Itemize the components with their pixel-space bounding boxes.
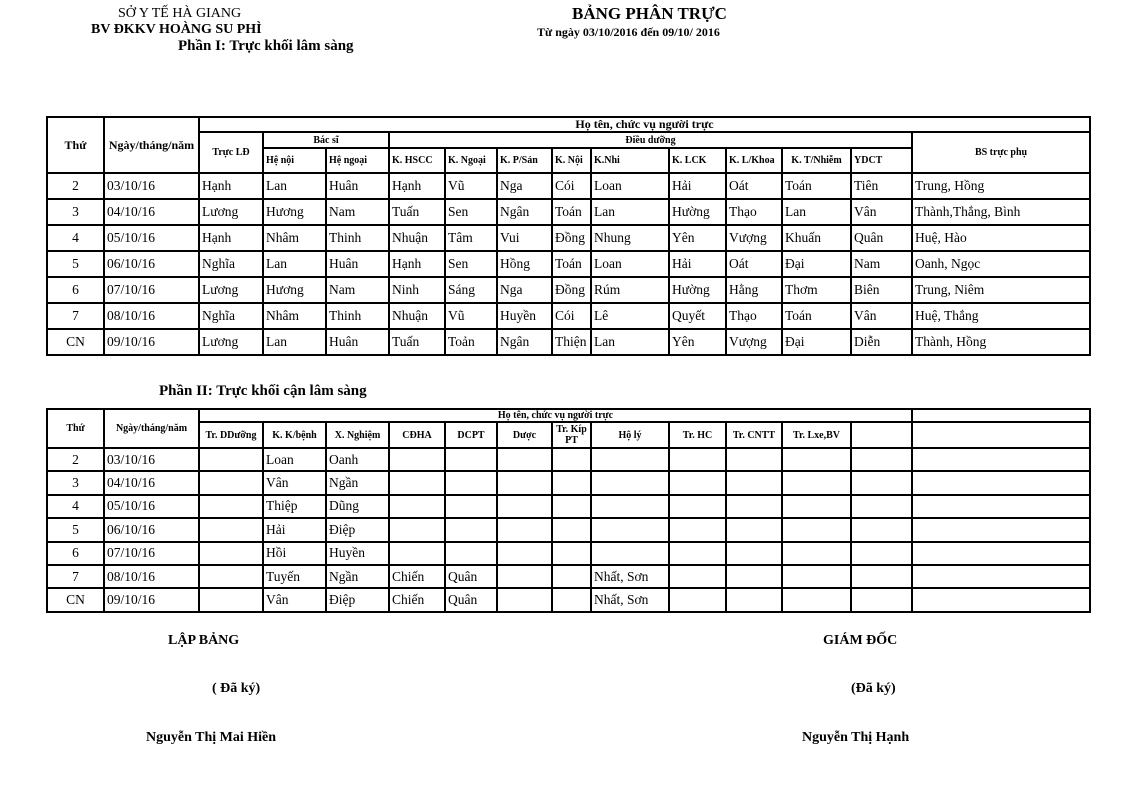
header-date: Ngày/tháng/năm	[104, 117, 199, 173]
duty-cell	[851, 495, 912, 518]
duty-cell: Yên	[669, 225, 726, 251]
duty-cell: Huệ, Thắng	[912, 303, 1090, 329]
director-name: Nguyễn Thị Hạnh	[802, 730, 910, 745]
hospital-name: BV ĐKKV HOÀNG SU PHÌ	[91, 22, 262, 37]
duty-cell	[912, 495, 1090, 518]
date-cell: 03/10/16	[104, 173, 199, 199]
duty-cell	[726, 518, 782, 541]
duty-cell: Thiệp	[263, 495, 326, 518]
header-group: Họ tên, chức vụ người trực	[199, 409, 912, 422]
header-col	[851, 422, 912, 448]
duty-cell: Nam	[851, 251, 912, 277]
duty-cell	[912, 565, 1090, 588]
duty-cell	[782, 495, 851, 518]
duty-cell	[199, 448, 263, 471]
table-row	[47, 542, 1090, 565]
duty-cell	[497, 518, 552, 541]
header-col: K.Nhi	[591, 148, 669, 173]
duty-cell	[445, 518, 497, 541]
duty-cell: Tuyến	[263, 565, 326, 588]
duty-cell	[445, 542, 497, 565]
duty-cell: Ninh	[389, 277, 445, 303]
date-cell: 04/10/16	[104, 471, 199, 494]
duty-cell: Chiến	[389, 588, 445, 611]
header-col: K. LCK	[669, 148, 726, 173]
duty-cell	[591, 448, 669, 471]
duty-cell: Vượng	[726, 225, 782, 251]
duty-cell	[782, 588, 851, 611]
duty-cell: Thinh	[326, 303, 389, 329]
duty-cell: Vũ	[445, 173, 497, 199]
duty-cell: Loan	[591, 251, 669, 277]
header-col: Tr. HC	[669, 422, 726, 448]
duty-cell: Lương	[199, 199, 263, 225]
duty-cell	[552, 542, 591, 565]
date-cell: 06/10/16	[104, 251, 199, 277]
duty-cell: Nghĩa	[199, 251, 263, 277]
duty-cell: Ngân	[497, 329, 552, 355]
day-cell: CN	[47, 329, 104, 355]
director-role: GIÁM ĐỐC	[823, 633, 898, 648]
duty-cell: Oát	[726, 251, 782, 277]
duty-cell: Vân	[263, 471, 326, 494]
duty-cell: Thành, Hồng	[912, 329, 1090, 355]
duty-cell	[726, 588, 782, 611]
header-day: Thứ	[47, 117, 104, 173]
duty-cell	[782, 542, 851, 565]
date-cell: 09/10/16	[104, 329, 199, 355]
duty-cell	[591, 471, 669, 494]
header-col: Hệ nội	[263, 148, 326, 173]
duty-cell: Hạnh	[199, 173, 263, 199]
day-cell: CN	[47, 588, 104, 611]
duty-cell: Sen	[445, 251, 497, 277]
day-cell: 4	[47, 495, 104, 518]
duty-cell: Quân	[445, 565, 497, 588]
part2-table	[46, 408, 1091, 613]
duty-cell: Hạnh	[199, 225, 263, 251]
duty-cell	[669, 471, 726, 494]
duty-cell: Nam	[326, 277, 389, 303]
duty-cell: Trung, Niêm	[912, 277, 1090, 303]
duty-cell: Hải	[263, 518, 326, 541]
preparer-signed: ( Đã ký)	[212, 681, 261, 696]
duty-cell: Trung, Hồng	[912, 173, 1090, 199]
date-cell: 05/10/16	[104, 495, 199, 518]
duty-cell: Nhất, Sơn	[591, 565, 669, 588]
duty-cell: Thơm	[782, 277, 851, 303]
day-cell: 5	[47, 251, 104, 277]
header-group: Họ tên, chức vụ người trực	[199, 117, 1090, 132]
duty-cell: Đồng	[552, 277, 591, 303]
duty-cell	[389, 542, 445, 565]
table-row	[47, 225, 1090, 251]
header-date: Ngày/tháng/năm	[104, 409, 199, 448]
duty-cell	[669, 518, 726, 541]
duty-cell: Nghĩa	[199, 303, 263, 329]
duty-cell: Cói	[552, 303, 591, 329]
duty-cell: Dũng	[326, 495, 389, 518]
header-col: K. T/Nhiễm	[782, 148, 851, 173]
header-col: Tr. Kíp PT	[552, 422, 591, 448]
duty-cell: Lương	[199, 277, 263, 303]
header-col: DCPT	[445, 422, 497, 448]
duty-cell	[199, 518, 263, 541]
header-col: K. K/bệnh	[263, 422, 326, 448]
duty-cell: Vân	[851, 199, 912, 225]
duty-cell: Yên	[669, 329, 726, 355]
duty-cell: Vượng	[726, 329, 782, 355]
duty-cell: Thinh	[326, 225, 389, 251]
header-col: Tr. DDưỡng	[199, 422, 263, 448]
date-cell: 06/10/16	[104, 518, 199, 541]
day-cell: 3	[47, 471, 104, 494]
duty-cell	[389, 518, 445, 541]
duty-cell: Thạo	[726, 303, 782, 329]
header-col	[912, 422, 1090, 448]
duty-cell: Nhuận	[389, 225, 445, 251]
duty-cell	[497, 495, 552, 518]
duty-cell	[782, 471, 851, 494]
duty-cell: Oanh, Ngọc	[912, 251, 1090, 277]
duty-cell: Đại	[782, 329, 851, 355]
duty-cell: Hải	[669, 251, 726, 277]
duty-cell	[591, 542, 669, 565]
duty-cell	[851, 471, 912, 494]
duty-cell: Quyết	[669, 303, 726, 329]
day-cell: 2	[47, 448, 104, 471]
header-lead: Trực LĐ	[199, 132, 263, 173]
day-cell: 2	[47, 173, 104, 199]
header-assist: BS trực phụ	[912, 132, 1090, 173]
duty-cell	[445, 448, 497, 471]
date-cell: 09/10/16	[104, 588, 199, 611]
duty-cell: Thạo	[726, 199, 782, 225]
duty-cell: Hương	[263, 277, 326, 303]
duty-cell: Lê	[591, 303, 669, 329]
preparer-role: LẬP BẢNG	[168, 633, 240, 648]
duty-cell: Nam	[326, 199, 389, 225]
duty-cell: Hồng	[497, 251, 552, 277]
duty-cell: Sáng	[445, 277, 497, 303]
table-row	[47, 329, 1090, 355]
duty-cell: Nga	[497, 173, 552, 199]
day-cell: 7	[47, 303, 104, 329]
duty-cell: Hồi	[263, 542, 326, 565]
duty-cell	[912, 588, 1090, 611]
duty-cell	[851, 588, 912, 611]
part1-title: Phần I: Trực khối lâm sàng	[178, 38, 354, 54]
duty-cell: Toán	[552, 199, 591, 225]
duty-cell	[445, 471, 497, 494]
duty-cell: Huân	[326, 251, 389, 277]
duty-cell	[726, 565, 782, 588]
header-doctors: Bác sĩ	[263, 132, 389, 148]
duty-cell	[851, 518, 912, 541]
duty-cell: Lan	[263, 251, 326, 277]
duty-cell	[389, 471, 445, 494]
duty-cell: Điệp	[326, 518, 389, 541]
day-cell: 3	[47, 199, 104, 225]
duty-cell: Hạnh	[389, 173, 445, 199]
table-row	[47, 495, 1090, 518]
table-row	[47, 199, 1090, 225]
duty-cell	[199, 471, 263, 494]
duty-cell: Lương	[199, 329, 263, 355]
duty-cell	[669, 565, 726, 588]
duty-cell	[782, 448, 851, 471]
duty-cell	[497, 588, 552, 611]
date-cell: 08/10/16	[104, 303, 199, 329]
duty-cell: Sen	[445, 199, 497, 225]
date-cell: 04/10/16	[104, 199, 199, 225]
table-row	[47, 471, 1090, 494]
duty-cell: Huân	[326, 329, 389, 355]
duty-cell	[552, 588, 591, 611]
duty-cell: Nhâm	[263, 225, 326, 251]
duty-cell	[591, 495, 669, 518]
duty-cell: Hằng	[726, 277, 782, 303]
duty-cell	[497, 471, 552, 494]
duty-cell	[669, 588, 726, 611]
duty-cell	[389, 448, 445, 471]
duty-cell: Thành,Thắng, Bình	[912, 199, 1090, 225]
header-col: K. P/Sản	[497, 148, 552, 173]
duty-cell	[389, 495, 445, 518]
header-col: Dược	[497, 422, 552, 448]
duty-cell: Toản	[445, 329, 497, 355]
preparer-name: Nguyễn Thị Mai Hiền	[146, 730, 277, 745]
duty-cell: Cói	[552, 173, 591, 199]
duty-cell: Nhâm	[263, 303, 326, 329]
duty-cell: Hường	[669, 277, 726, 303]
duty-cell: Vân	[263, 588, 326, 611]
duty-cell: Điệp	[326, 588, 389, 611]
duty-cell: Hải	[669, 173, 726, 199]
duty-cell	[669, 542, 726, 565]
duty-cell: Quân	[851, 225, 912, 251]
duty-cell: Quân	[445, 588, 497, 611]
table-row	[47, 251, 1090, 277]
date-cell: 03/10/16	[104, 448, 199, 471]
director-signed: (Đã ký)	[851, 681, 896, 696]
table-row	[47, 588, 1090, 611]
duty-cell: Tiên	[851, 173, 912, 199]
duty-cell: Nga	[497, 277, 552, 303]
header-day: Thứ	[47, 409, 104, 448]
duty-cell: Nhung	[591, 225, 669, 251]
duty-cell: Lan	[263, 173, 326, 199]
duty-cell: Đồng	[552, 225, 591, 251]
header-col: K. Ngoại	[445, 148, 497, 173]
date-cell: 08/10/16	[104, 565, 199, 588]
duty-cell: Toán	[782, 303, 851, 329]
table-row	[47, 448, 1090, 471]
day-cell: 6	[47, 542, 104, 565]
duty-cell	[591, 518, 669, 541]
duty-cell: Nhất, Sơn	[591, 588, 669, 611]
duty-cell	[726, 471, 782, 494]
header-col: Tr. Lxe,BV	[782, 422, 851, 448]
duty-cell: Toán	[782, 173, 851, 199]
header-nurses: Điều dưỡng	[389, 132, 912, 148]
header-col: Tr. CNTT	[726, 422, 782, 448]
duty-cell: Vân	[851, 303, 912, 329]
day-cell: 7	[47, 565, 104, 588]
duty-cell: Chiến	[389, 565, 445, 588]
duty-cell: Nhuận	[389, 303, 445, 329]
duty-cell	[782, 518, 851, 541]
table-row	[47, 518, 1090, 541]
duty-cell	[552, 565, 591, 588]
duty-cell: Vũ	[445, 303, 497, 329]
duty-cell	[199, 565, 263, 588]
duty-cell: Huyền	[326, 542, 389, 565]
header-col: CĐHA	[389, 422, 445, 448]
duty-cell	[851, 542, 912, 565]
duty-cell	[851, 448, 912, 471]
duty-cell: Lan	[782, 199, 851, 225]
duty-cell	[199, 495, 263, 518]
duty-cell: Đại	[782, 251, 851, 277]
duty-cell	[199, 542, 263, 565]
duty-cell	[497, 448, 552, 471]
duty-cell: Tâm	[445, 225, 497, 251]
duty-cell	[552, 448, 591, 471]
duty-cell: Oanh	[326, 448, 389, 471]
header-col: X. Nghiệm	[326, 422, 389, 448]
document-title: BẢNG PHÂN TRỰC	[572, 4, 727, 23]
duty-cell	[497, 565, 552, 588]
duty-cell	[782, 565, 851, 588]
day-cell: 6	[47, 277, 104, 303]
table-row	[47, 303, 1090, 329]
duty-cell: Thiện	[552, 329, 591, 355]
date-cell: 07/10/16	[104, 542, 199, 565]
table-row	[47, 565, 1090, 588]
duty-cell: Huyền	[497, 303, 552, 329]
department-name: SỞ Y TẾ HÀ GIANG	[118, 6, 242, 21]
duty-cell: Loan	[591, 173, 669, 199]
header-blank	[912, 409, 1090, 422]
duty-cell	[552, 518, 591, 541]
duty-cell: Hạnh	[389, 251, 445, 277]
header-col: K. Nội	[552, 148, 591, 173]
part1-table	[46, 116, 1091, 356]
duty-cell: Lan	[263, 329, 326, 355]
header-col: YDCT	[851, 148, 912, 173]
duty-cell: Lan	[591, 329, 669, 355]
duty-cell	[912, 542, 1090, 565]
duty-cell	[851, 565, 912, 588]
table-row	[47, 277, 1090, 303]
duty-cell	[199, 588, 263, 611]
duty-cell	[912, 471, 1090, 494]
duty-cell: Tuấn	[389, 199, 445, 225]
duty-cell: Huân	[326, 173, 389, 199]
duty-cell: Vui	[497, 225, 552, 251]
duty-cell: Ngần	[326, 565, 389, 588]
header-col: Hộ lý	[591, 422, 669, 448]
header-col: K. L/Khoa	[726, 148, 782, 173]
header-col: K. HSCC	[389, 148, 445, 173]
date-cell: 05/10/16	[104, 225, 199, 251]
date-range: Từ ngày 03/10/2016 đến 09/10/ 2016	[537, 25, 720, 39]
duty-cell	[552, 471, 591, 494]
duty-cell: Loan	[263, 448, 326, 471]
duty-cell	[669, 448, 726, 471]
duty-cell: Toán	[552, 251, 591, 277]
day-cell: 4	[47, 225, 104, 251]
duty-cell: Huệ, Hào	[912, 225, 1090, 251]
day-cell: 5	[47, 518, 104, 541]
duty-cell: Ngần	[326, 471, 389, 494]
duty-cell	[445, 495, 497, 518]
duty-cell: Hương	[263, 199, 326, 225]
duty-cell: Oát	[726, 173, 782, 199]
header-col: Hệ ngoại	[326, 148, 389, 173]
duty-cell	[726, 542, 782, 565]
part2-title: Phần II: Trực khối cận lâm sàng	[159, 383, 367, 399]
table-row	[47, 173, 1090, 199]
duty-cell: Biên	[851, 277, 912, 303]
duty-cell: Hường	[669, 199, 726, 225]
duty-cell	[912, 448, 1090, 471]
duty-cell	[726, 495, 782, 518]
duty-cell	[726, 448, 782, 471]
duty-cell: Diễn	[851, 329, 912, 355]
duty-cell	[912, 518, 1090, 541]
duty-cell: Ngân	[497, 199, 552, 225]
duty-cell: Lan	[591, 199, 669, 225]
duty-cell: Rúm	[591, 277, 669, 303]
duty-cell: Khuấn	[782, 225, 851, 251]
date-cell: 07/10/16	[104, 277, 199, 303]
duty-cell	[552, 495, 591, 518]
duty-cell	[497, 542, 552, 565]
duty-cell: Tuấn	[389, 329, 445, 355]
duty-cell	[669, 495, 726, 518]
